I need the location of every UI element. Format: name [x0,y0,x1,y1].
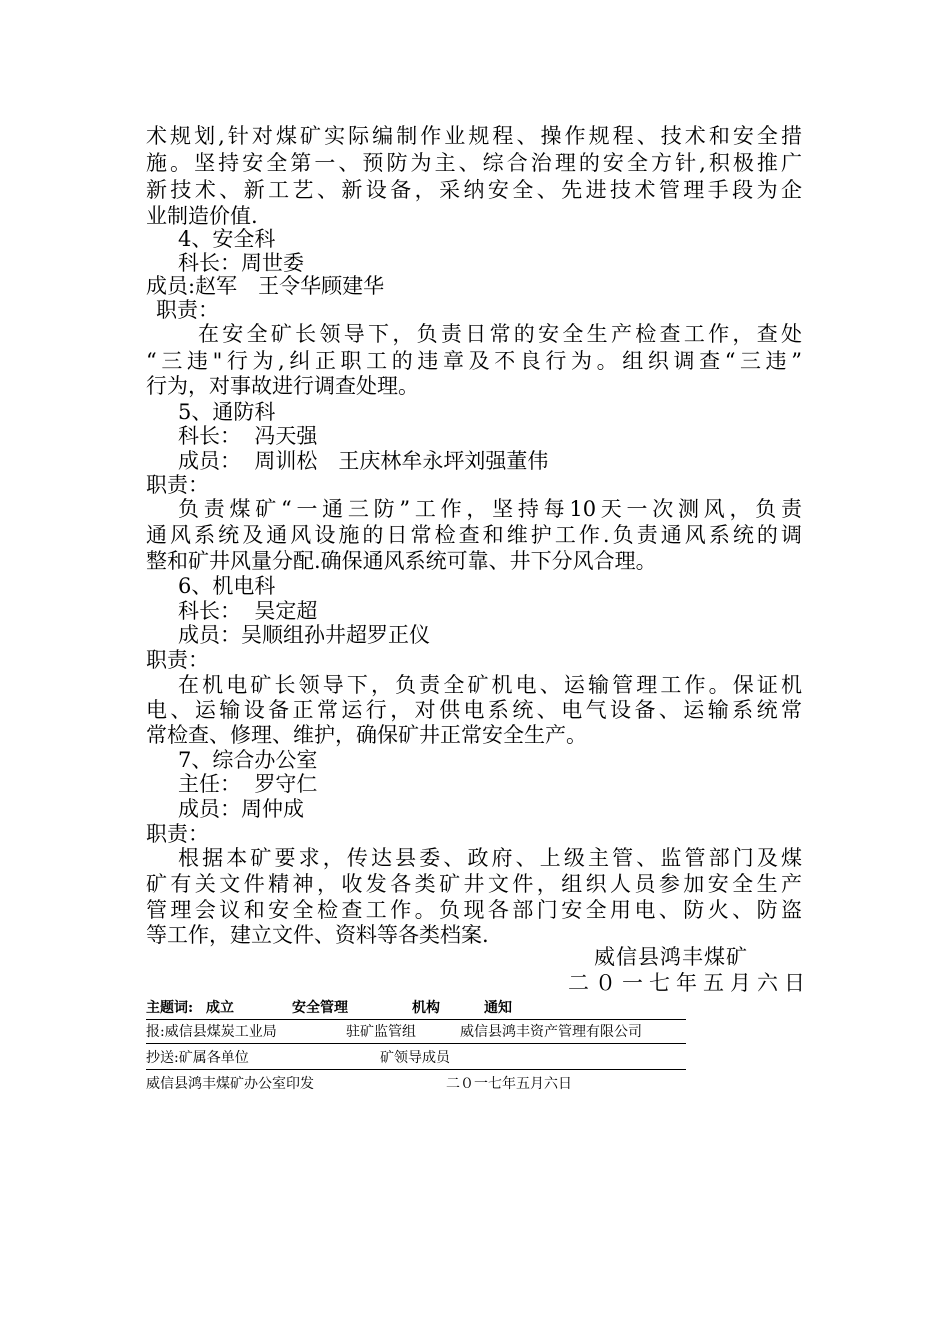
signature: 威信县鸿丰煤矿 [594,945,748,969]
body-line: 等工作，建立文件、资料等各类档案. [146,923,489,947]
document-date: 二０一七年五月六日 [568,971,811,995]
subject-term: 通知 [484,1000,512,1016]
divider [146,1019,686,1020]
section-members: 成员：周仲成 [178,797,304,821]
section-chief: 科长：周世委 [178,251,304,275]
copy-to: 矿领导成员 [380,1050,450,1066]
section-members: 成员： 周训松 王庆林牟永坪刘强董伟 [178,449,549,473]
divider [146,1043,686,1044]
section-title: 6、机电科 [178,574,276,598]
section-chief: 主任： 罗守仁 [178,772,318,796]
report-to: 报:威信县煤炭工业局 [146,1024,277,1040]
body-line: 在安全矿长领导下，负责日常的安全生产检查工作，查处 [198,322,802,346]
duty-label: 职责： [156,298,219,322]
body-line: 在机电矿长领导下，负责全矿机电、运输管理工作。保证机 [178,673,802,697]
divider [146,1069,686,1070]
duty-label: 职责： [146,648,209,672]
copy-to: 抄送:矿属各单位 [146,1050,249,1066]
body-line: 常检查、修理、维护，确保矿井正常安全生产。 [146,723,587,747]
body-line: 根据本矿要求，传达县委、政府、上级主管、监管部门及煤 [178,846,802,870]
section-title: 4、安全科 [178,227,276,251]
section-chief: 科长： 吴定超 [178,599,318,623]
duty-label: 职责： [146,822,209,846]
issuer: 威信县鸿丰煤矿办公室印发 [146,1076,314,1092]
body-line: 施。坚持安全第一、预防为主、综合治理的安全方针,积极推广 [146,151,802,175]
body-line: 行为，对事故进行调查处理。 [146,374,419,398]
subject-term: 成立 [206,1000,234,1016]
body-line: 负责煤矿“一通三防”工作，坚持每10天一次测风，负责 [178,497,802,521]
body-line: 电、运输设备正常运行，对供电系统、电气设备、运输系统常 [146,698,802,722]
section-title: 7、综合办公室 [178,748,318,772]
section-members: 成员：吴顺组孙井超罗正仪 [178,623,430,647]
body-line: 通风系统及通风设施的日常检查和维护工作.负责通风系统的调 [146,523,802,547]
section-chief: 科长： 冯天强 [178,424,318,448]
report-to: 威信县鸿丰资产管理有限公司 [460,1024,642,1040]
body-line: 矿有关文件精神，收发各类矿井文件，组织人员参加安全生产 [146,872,802,896]
body-line: 术规划,针对煤矿实际编制作业规程、操作规程、技术和安全措 [146,124,802,148]
body-line: 整和矿井风量分配.确保通风系统可靠、井下分风合理。 [146,549,657,573]
body-line: 管理会议和安全检查工作。负现各部门安全用电、防火、防盗 [146,898,802,922]
subject-label: 主题词: [146,1000,194,1016]
section-title: 5、通防科 [178,400,276,424]
duty-label: 职责： [146,473,209,497]
body-line: 新技术、新工艺、新设备，采纳安全、先进技术管理手段为企 [146,178,802,202]
issue-date: 二０一七年五月六日 [446,1076,572,1092]
report-to: 驻矿监管组 [346,1024,416,1040]
section-members: 成员:赵军 王令华顾建华 [146,274,385,298]
subject-term: 安全管理 [292,1000,348,1016]
body-line: 业制造价值. [146,204,258,228]
body-line: “三违"行为,纠正职工的违章及不良行为。组织调查“三违” [146,349,802,373]
subject-term: 机构 [412,1000,440,1016]
